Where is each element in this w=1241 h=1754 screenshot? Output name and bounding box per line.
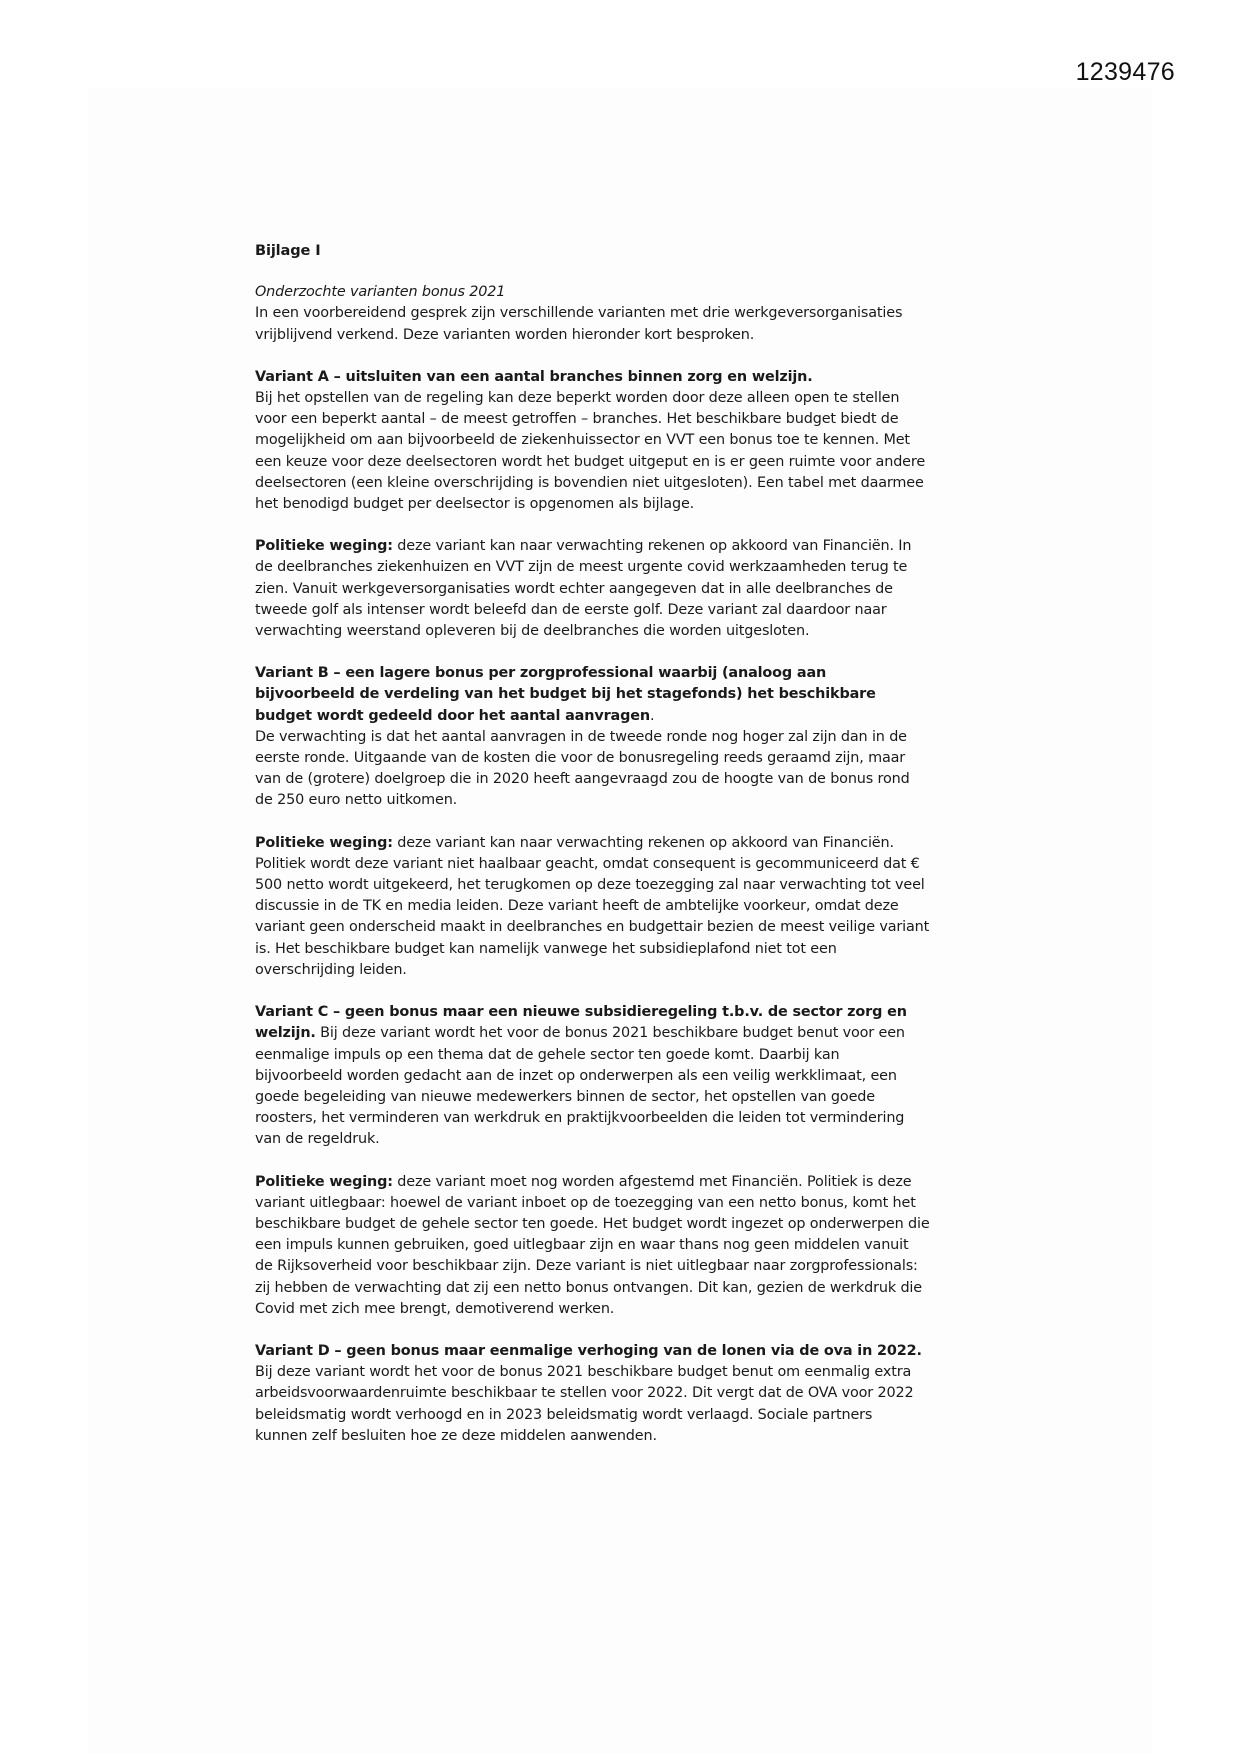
weging-label: Politieke weging:: [255, 1173, 393, 1190]
weging-label: Politieke weging:: [255, 538, 393, 555]
variant-a-body-line: deelsectoren (een kleine overschrijding is bovendien niet uitgesloten). Een tabel met daarmee: [255, 474, 924, 491]
weging-line: de Rijksoverheid voor beschikbaar zijn. Deze variant is niet uitlegbaar naar zorgprofessionals:: [255, 1258, 918, 1275]
variant-b-body-line: eerste ronde. Uitgaande van de kosten die voor de bonusregeling reeds geraamd zijn, maar: [255, 750, 906, 767]
variant-b-section: [255, 663, 1055, 811]
variant-a-section: [255, 367, 1055, 515]
variant-b-weging: [255, 833, 1055, 981]
weging-text: deze variant kan naar verwachting rekenen op akkoord van Financiën.: [392, 834, 894, 851]
variant-c-body-line: goede begeleiding van nieuwe medewerkers binnen de sector, het opstellen van goede: [255, 1088, 875, 1105]
weging-line: een impuls kunnen gebruiken, goed uitlegbaar zijn en waar thans nog geen middelen vanuit: [255, 1237, 909, 1254]
variant-a-body-line: mogelijkheid om aan bijvoorbeeld de ziekenhuissector en VVT een bonus toe te kennen. Met: [255, 432, 910, 449]
weging-line: beschikbare budget de gehele sector ten goede. Het budget wordt ingezet op onderwerpen die: [255, 1215, 930, 1232]
variant-d-body-line: kunnen zelf besluiten hoe ze deze middelen aanwenden.: [255, 1427, 657, 1444]
variant-c-body-line: bijvoorbeeld worden gedacht aan de inzet op onderwerpen als een veilig werkklimaat, een: [255, 1067, 897, 1084]
weging-line: Covid met zich mee brengt, demotiverend werken.: [255, 1300, 615, 1317]
variant-b-heading-tail: .: [649, 707, 655, 724]
variant-c-weging: [255, 1172, 1055, 1320]
variant-c-heading: welzijn.: [255, 1025, 316, 1042]
weging-line: variant uitlegbaar: hoewel de variant inboet op de toezegging van een netto bonus, komt het: [255, 1194, 916, 1211]
weging-line: variant geen onderscheid maakt in deelbranches en budgettair bezien de meest veilige variant: [255, 919, 930, 936]
document-body: [255, 240, 1055, 1447]
weging-line: tweede golf als intenser wordt beleefd dan de eerste golf. Deze variant zal daardoor naar: [255, 601, 887, 618]
variant-a-body-line: het benodigd budget per deelsector is opgenomen als bijlage.: [255, 496, 695, 513]
variant-b-heading: bijvoorbeeld de verdeling van het budget bij het stagefonds) het beschikbare: [255, 686, 876, 703]
weging-line: zien. Vanuit werkgeversorganisaties wordt echter aangegeven dat in alle deelbranches de: [255, 580, 893, 597]
variant-d-body-line: arbeidsvoorwaardenruimte beschikbaar te stellen voor 2022. Dit vergt dat de OVA voor 2022: [255, 1385, 914, 1402]
variant-b-heading: budget wordt gedeeld door het aantal aanvragen: [255, 707, 650, 724]
weging-line: is. Het beschikbare budget kan namelijk vanwege het subsidieplafond niet tot een: [255, 940, 837, 957]
variant-c-heading: Variant C – geen bonus maar een nieuwe subsidieregeling t.b.v. de sector zorg en: [255, 1004, 907, 1021]
weging-line: 500 netto wordt uitgekeerd, het terugkomen op deze toezegging zal naar verwachting tot veel: [255, 877, 925, 894]
intro-subtitle: Onderzochte varianten bonus 2021: [255, 284, 506, 301]
weging-label: Politieke weging:: [255, 834, 393, 851]
variant-a-weging: [255, 536, 1055, 642]
document-id: 1239476: [1075, 58, 1175, 86]
weging-line: verwachting weerstand opleveren bij de deelbranches die worden uitgesloten.: [255, 623, 810, 640]
intro-line: In een voorbereidend gesprek zijn verschillende varianten met drie werkgeversorganisaties: [255, 305, 903, 322]
variant-a-body-line: een keuze voor deze deelsectoren wordt het budget uitgeput en is er geen ruimte voor andere: [255, 453, 926, 470]
variant-d-body-line: Bij deze variant wordt het voor de bonus 2021 beschikbare budget benut om eenmalig extra: [255, 1364, 912, 1381]
weging-line: de deelbranches ziekenhuizen en VVT zijn de meest urgente covid werkzaamheden terug te: [255, 559, 908, 576]
intro-line: vrijblijvend verkend. Deze varianten worden hieronder kort besproken.: [255, 326, 755, 343]
variant-c-body-inline: Bij deze variant wordt het voor de bonus 2021 beschikbare budget benut voor een: [315, 1025, 905, 1042]
variant-a-heading: Variant A – uitsluiten van een aantal branches binnen zorg en welzijn.: [255, 368, 813, 385]
variant-c-body-line: roosters, het verminderen van werkdruk en praktijkvoorbeelden die leiden tot vermindering: [255, 1110, 905, 1127]
variant-b-heading: Variant B – een lagere bonus per zorgprofessional waarbij (analoog aan: [255, 665, 827, 682]
weging-line: discussie in de TK en media leiden. Deze variant heeft de ambtelijke voorkeur, omdat deze: [255, 898, 899, 915]
page-title: Bijlage I: [255, 242, 321, 259]
weging-line: overschrijding leiden.: [255, 961, 407, 978]
variant-b-body-line: de 250 euro netto uitkomen.: [255, 792, 458, 809]
weging-text: deze variant kan naar verwachting rekenen op akkoord van Financiën. In: [392, 538, 912, 555]
variant-d-body-line: beleidsmatig wordt verhoogd en in 2023 beleidsmatig wordt verlaagd. Sociale partners: [255, 1406, 873, 1423]
weging-line: zij hebben de verwachting dat zij een netto bonus ontvangen. Dit kan, gezien de werkdruk die: [255, 1279, 922, 1296]
intro-section: [255, 282, 1055, 346]
variant-a-body-line: Bij het opstellen van de regeling kan deze beperkt worden door deze alleen open te stellen: [255, 390, 900, 407]
variant-c-body-line: van de regeldruk.: [255, 1131, 380, 1148]
variant-b-body-line: van de (grotere) doelgroep die in 2020 heeft aangevraagd zou de hoogte van de bonus rond: [255, 771, 910, 788]
weging-line: Politiek wordt deze variant niet haalbaar geacht, omdat consequent is gecommuniceerd dat €: [255, 855, 920, 872]
variant-c-section: [255, 1002, 1055, 1150]
variant-a-body-line: voor een beperkt aantal – de meest getroffen – branches. Het beschikbare budget biedt de: [255, 411, 899, 428]
variant-d-heading: Variant D – geen bonus maar eenmalige verhoging van de lonen via de ova in 2022.: [255, 1342, 922, 1359]
variant-c-body-line: eenmalige impuls op een thema dat de gehele sector ten goede komt. Daarbij kan: [255, 1046, 840, 1063]
variant-d-section: [255, 1341, 1055, 1447]
variant-b-body-line: De verwachting is dat het aantal aanvragen in de tweede ronde nog hoger zal zijn dan in de: [255, 728, 907, 745]
weging-text: deze variant moet nog worden afgestemd met Financiën. Politiek is deze: [392, 1173, 912, 1190]
